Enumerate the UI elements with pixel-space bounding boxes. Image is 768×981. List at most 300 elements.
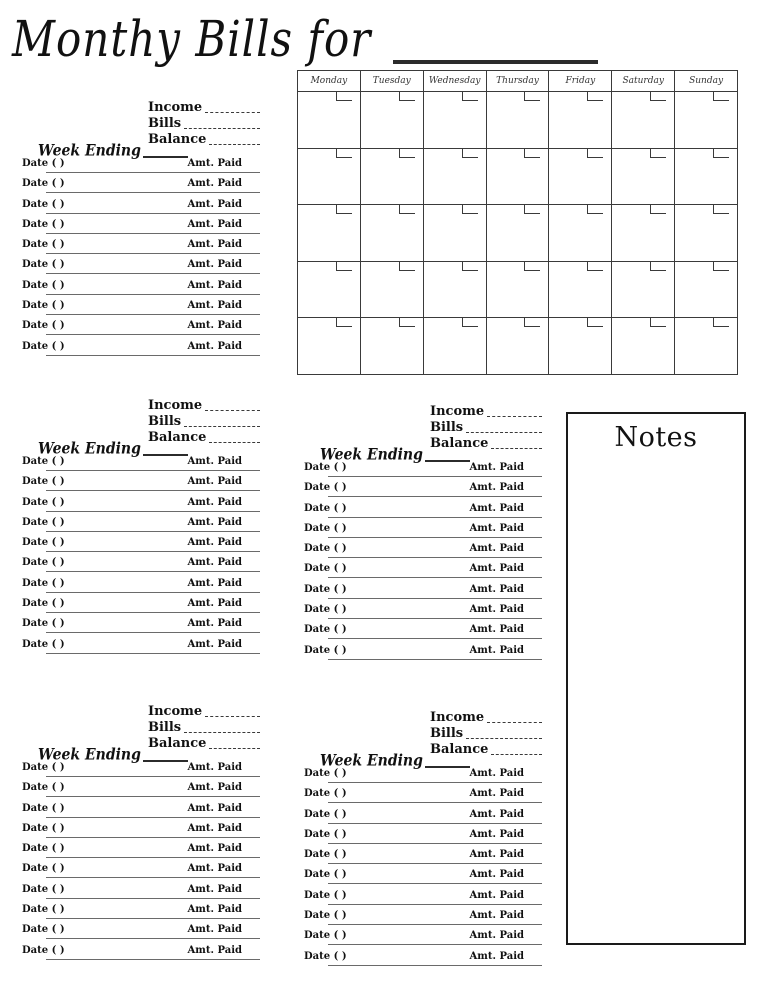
- bill-row[interactable]: [8, 239, 260, 259]
- calendar-date-number-box[interactable]: [336, 149, 352, 158]
- calendar-day-cell[interactable]: [675, 92, 737, 148]
- calendar-date-number-box[interactable]: [524, 92, 540, 101]
- calendar-day-cell[interactable]: [361, 205, 424, 261]
- bill-entry-write-line[interactable]: [328, 802, 542, 803]
- bill-entry-write-line[interactable]: [46, 898, 260, 899]
- bill-entry-write-line[interactable]: [46, 796, 260, 797]
- bill-entry-write-line[interactable]: [46, 470, 260, 471]
- bill-amount-paid-label: Amt. Paid: [187, 577, 242, 589]
- calendar-day-cell[interactable]: [675, 149, 737, 205]
- bill-row[interactable]: [8, 497, 260, 517]
- calendar-date-number-box[interactable]: [399, 92, 415, 101]
- summary-label-bills: Bills: [430, 726, 464, 741]
- bill-entry-write-line[interactable]: [46, 511, 260, 512]
- bill-entry-write-line[interactable]: [46, 172, 260, 173]
- bill-date-label: Date ( ): [22, 300, 65, 312]
- calendar-date-number-box[interactable]: [399, 149, 415, 158]
- bill-row[interactable]: [8, 259, 260, 279]
- calendar-date-number-box[interactable]: [336, 205, 352, 214]
- bill-entry-write-line[interactable]: [46, 612, 260, 613]
- bill-entry-write-line[interactable]: [328, 863, 542, 864]
- notes-panel[interactable]: [566, 412, 746, 945]
- bill-row[interactable]: [290, 584, 542, 604]
- calendar-day-header-monday: Monday: [298, 71, 361, 91]
- bill-row[interactable]: [290, 890, 542, 910]
- summary-blank-income[interactable]: [487, 416, 542, 417]
- bill-amount-paid-label: Amt. Paid: [469, 482, 524, 494]
- bill-row[interactable]: [290, 788, 542, 808]
- summary-blank-bills[interactable]: [184, 732, 260, 733]
- calendar-day-cell[interactable]: [298, 205, 361, 261]
- bill-date-label: Date ( ): [22, 259, 65, 271]
- bill-date-label: Date ( ): [304, 482, 347, 494]
- bill-row[interactable]: [290, 768, 542, 788]
- bill-date-label: Date ( ): [22, 944, 65, 956]
- bill-row[interactable]: [8, 803, 260, 823]
- bill-row[interactable]: [8, 320, 260, 340]
- summary-blank-income[interactable]: [205, 410, 260, 411]
- calendar-day-cell[interactable]: [675, 205, 737, 261]
- calendar-date-number-box[interactable]: [650, 262, 666, 271]
- calendar-day-cell[interactable]: [298, 262, 361, 318]
- summary-row-bills: [148, 116, 260, 132]
- bill-rows: [290, 768, 542, 971]
- bill-date-label: Date ( ): [304, 828, 347, 840]
- bill-entry-write-line[interactable]: [328, 843, 542, 844]
- calendar-day-cell[interactable]: [549, 149, 612, 205]
- calendar-date-number-box[interactable]: [587, 149, 603, 158]
- bill-rows: [8, 158, 260, 361]
- bill-date-label: Date ( ): [22, 496, 65, 508]
- calendar-date-number-box[interactable]: [399, 262, 415, 271]
- bill-row[interactable]: [290, 604, 542, 624]
- bill-entry-write-line[interactable]: [46, 776, 260, 777]
- bill-amount-paid-label: Amt. Paid: [469, 869, 524, 881]
- calendar-day-cell[interactable]: [549, 318, 612, 374]
- calendar-date-number-box[interactable]: [462, 205, 478, 214]
- bill-amount-paid-label: Amt. Paid: [187, 259, 242, 271]
- bill-entry-write-line[interactable]: [328, 883, 542, 884]
- month-name-blank-line[interactable]: [393, 60, 598, 64]
- bill-amount-paid-label: Amt. Paid: [469, 828, 524, 840]
- summary-row-bills: [148, 414, 260, 430]
- bill-date-label: Date ( ): [304, 604, 347, 616]
- bill-rows: [290, 462, 542, 665]
- calendar-date-number-box[interactable]: [399, 205, 415, 214]
- bill-date-label: Date ( ): [304, 910, 347, 922]
- bill-row[interactable]: [290, 869, 542, 889]
- bill-row[interactable]: [8, 823, 260, 843]
- calendar-day-cell[interactable]: [612, 262, 675, 318]
- bill-row[interactable]: [8, 924, 260, 944]
- calendar-week-row: [298, 262, 737, 319]
- calendar-date-number-box[interactable]: [524, 318, 540, 327]
- bill-date-label: Date ( ): [304, 950, 347, 962]
- week-ending-label: Week Ending: [38, 440, 141, 458]
- bill-amount-paid-label: Amt. Paid: [187, 279, 242, 291]
- calendar-day-cell[interactable]: [424, 262, 487, 318]
- calendar-day-cell[interactable]: [675, 318, 737, 374]
- bill-entry-write-line[interactable]: [46, 273, 260, 274]
- bill-date-label: Date ( ): [304, 563, 347, 575]
- bill-amount-paid-label: Amt. Paid: [187, 762, 242, 773]
- bill-amount-paid-label: Amt. Paid: [187, 843, 242, 855]
- bill-row[interactable]: [8, 863, 260, 883]
- bill-row[interactable]: [290, 910, 542, 930]
- bill-row[interactable]: [8, 341, 260, 361]
- calendar-day-cell[interactable]: [424, 149, 487, 205]
- bill-amount-paid-label: Amt. Paid: [469, 502, 524, 514]
- bill-row[interactable]: [8, 178, 260, 198]
- week-summary: [148, 398, 260, 446]
- calendar-date-number-box[interactable]: [650, 149, 666, 158]
- summary-label-balance: Balance: [148, 132, 207, 147]
- bill-entry-write-line[interactable]: [328, 904, 542, 905]
- calendar-date-number-box[interactable]: [587, 262, 603, 271]
- bill-entry-write-line[interactable]: [46, 314, 260, 315]
- summary-label-income: Income: [148, 704, 203, 719]
- bill-amount-paid-label: Amt. Paid: [469, 543, 524, 555]
- bill-entry-write-line[interactable]: [46, 918, 260, 919]
- bill-entry-write-line[interactable]: [328, 823, 542, 824]
- bill-row[interactable]: [8, 280, 260, 300]
- calendar-day-cell[interactable]: [424, 318, 487, 374]
- bill-entry-write-line[interactable]: [46, 253, 260, 254]
- summary-blank-income[interactable]: [205, 112, 260, 113]
- summary-label-bills: Bills: [148, 414, 182, 429]
- calendar-date-number-box[interactable]: [462, 318, 478, 327]
- summary-blank-balance[interactable]: [491, 754, 542, 755]
- bill-entry-write-line[interactable]: [46, 653, 260, 654]
- bill-row[interactable]: [8, 884, 260, 904]
- bill-entry-write-line[interactable]: [328, 659, 542, 660]
- calendar-date-number-box[interactable]: [587, 205, 603, 214]
- bill-amount-paid-label: Amt. Paid: [469, 889, 524, 901]
- bill-amount-paid-label: Amt. Paid: [469, 849, 524, 861]
- summary-row-income: [148, 704, 260, 720]
- bill-row[interactable]: [290, 543, 542, 563]
- bill-entry-write-line[interactable]: [328, 496, 542, 497]
- calendar-date-number-box[interactable]: [587, 318, 603, 327]
- calendar-week-row: [298, 205, 737, 262]
- bill-row[interactable]: [8, 598, 260, 618]
- bill-entry-write-line[interactable]: [328, 577, 542, 578]
- bill-amount-paid-label: Amt. Paid: [187, 924, 242, 936]
- calendar-date-number-box[interactable]: [462, 92, 478, 101]
- calendar-day-cell[interactable]: [424, 92, 487, 148]
- bill-row[interactable]: [290, 951, 542, 971]
- bill-date-label: Date ( ): [304, 849, 347, 861]
- calendar-date-number-box[interactable]: [587, 92, 603, 101]
- summary-blank-income[interactable]: [487, 722, 542, 723]
- bill-entry-write-line[interactable]: [46, 355, 260, 356]
- calendar-day-header-thursday: Thursday: [487, 71, 550, 91]
- calendar-date-number-box[interactable]: [650, 318, 666, 327]
- bill-entry-write-line[interactable]: [328, 557, 542, 558]
- bill-date-label: Date ( ): [304, 788, 347, 800]
- bill-entry-write-line[interactable]: [328, 517, 542, 518]
- bill-row[interactable]: [8, 557, 260, 577]
- calendar-day-cell[interactable]: [361, 92, 424, 148]
- calendar-day-cell[interactable]: [298, 92, 361, 148]
- bill-amount-paid-label: Amt. Paid: [469, 624, 524, 636]
- bill-entry-write-line[interactable]: [46, 213, 260, 214]
- summary-row-income: [148, 100, 260, 116]
- calendar-day-cell[interactable]: [549, 92, 612, 148]
- summary-row-bills: [430, 420, 542, 436]
- calendar-day-cell[interactable]: [487, 262, 550, 318]
- bill-date-label: Date ( ): [22, 198, 65, 210]
- summary-blank-bills[interactable]: [466, 432, 542, 433]
- bill-amount-paid-label: Amt. Paid: [469, 644, 524, 656]
- bill-entry-write-line[interactable]: [46, 877, 260, 878]
- bill-amount-paid-label: Amt. Paid: [187, 496, 242, 508]
- bill-date-label: Date ( ): [304, 930, 347, 942]
- summary-row-bills: [430, 726, 542, 742]
- bill-row[interactable]: [290, 563, 542, 583]
- calendar-date-number-box[interactable]: [524, 205, 540, 214]
- bill-entry-write-line[interactable]: [46, 334, 260, 335]
- bill-row[interactable]: [8, 578, 260, 598]
- bill-date-label: Date ( ): [304, 543, 347, 555]
- bill-amount-paid-label: Amt. Paid: [187, 300, 242, 312]
- bill-amount-paid-label: Amt. Paid: [187, 883, 242, 895]
- calendar-day-cell[interactable]: [612, 149, 675, 205]
- bill-entry-write-line[interactable]: [46, 632, 260, 633]
- bill-date-label: Date ( ): [22, 904, 65, 916]
- calendar-date-number-box[interactable]: [713, 318, 729, 327]
- bill-row[interactable]: [8, 762, 260, 782]
- summary-label-income: Income: [148, 398, 203, 413]
- calendar-date-number-box[interactable]: [713, 262, 729, 271]
- calendar-day-cell[interactable]: [675, 262, 737, 318]
- bill-date-label: Date ( ): [304, 869, 347, 881]
- bill-amount-paid-label: Amt. Paid: [469, 604, 524, 616]
- calendar-date-number-box[interactable]: [336, 318, 352, 327]
- summary-blank-balance[interactable]: [209, 442, 260, 443]
- bill-entry-write-line[interactable]: [46, 233, 260, 234]
- bill-date-label: Date ( ): [304, 583, 347, 595]
- calendar-day-cell[interactable]: [298, 149, 361, 205]
- bill-row[interactable]: [8, 199, 260, 219]
- bill-date-label: Date ( ): [22, 618, 65, 630]
- bill-entry-write-line[interactable]: [46, 531, 260, 532]
- bill-entry-write-line[interactable]: [46, 571, 260, 572]
- bill-row[interactable]: [8, 300, 260, 320]
- bill-entry-write-line[interactable]: [328, 537, 542, 538]
- bill-row[interactable]: [8, 618, 260, 638]
- bill-entry-write-line[interactable]: [46, 857, 260, 858]
- page-title: Monthy Bills for: [12, 10, 372, 68]
- week-summary: [148, 100, 260, 148]
- bill-amount-paid-label: Amt. Paid: [187, 516, 242, 528]
- summary-row-income: [430, 404, 542, 420]
- calendar-date-number-box[interactable]: [524, 149, 540, 158]
- bill-amount-paid-label: Amt. Paid: [187, 239, 242, 251]
- bill-date-label: Date ( ): [22, 883, 65, 895]
- bill-date-label: Date ( ): [304, 644, 347, 656]
- bill-row[interactable]: [290, 849, 542, 869]
- summary-blank-balance[interactable]: [209, 748, 260, 749]
- calendar-date-number-box[interactable]: [650, 92, 666, 101]
- calendar-day-cell[interactable]: [424, 205, 487, 261]
- bill-amount-paid-label: Amt. Paid: [187, 178, 242, 190]
- calendar-date-number-box[interactable]: [462, 149, 478, 158]
- bill-row[interactable]: [290, 523, 542, 543]
- calendar-day-cell[interactable]: [612, 205, 675, 261]
- bill-date-label: Date ( ): [22, 822, 65, 834]
- bill-date-label: Date ( ): [22, 638, 65, 650]
- summary-blank-balance[interactable]: [491, 448, 542, 449]
- bill-date-label: Date ( ): [22, 782, 65, 794]
- bill-date-label: Date ( ): [22, 218, 65, 230]
- bill-entry-write-line[interactable]: [46, 837, 260, 838]
- calendar-date-number-box[interactable]: [336, 92, 352, 101]
- summary-blank-income[interactable]: [205, 716, 260, 717]
- bill-entry-write-line[interactable]: [46, 938, 260, 939]
- calendar-date-number-box[interactable]: [650, 205, 666, 214]
- bill-entry-write-line[interactable]: [46, 490, 260, 491]
- bill-row[interactable]: [8, 537, 260, 557]
- bill-entry-write-line[interactable]: [328, 618, 542, 619]
- bill-entry-write-line[interactable]: [46, 817, 260, 818]
- bill-entry-write-line[interactable]: [46, 551, 260, 552]
- calendar-date-number-box[interactable]: [524, 262, 540, 271]
- summary-row-income: [148, 398, 260, 414]
- calendar-day-cell[interactable]: [298, 318, 361, 374]
- bill-amount-paid-label: Amt. Paid: [187, 340, 242, 352]
- calendar-day-cell[interactable]: [361, 318, 424, 374]
- calendar-week-row: [298, 92, 737, 149]
- bill-entry-write-line[interactable]: [46, 592, 260, 593]
- calendar-date-number-box[interactable]: [462, 262, 478, 271]
- calendar-date-number-box[interactable]: [713, 205, 729, 214]
- bill-entry-write-line[interactable]: [328, 965, 542, 966]
- bill-row[interactable]: [290, 624, 542, 644]
- bill-amount-paid-label: Amt. Paid: [187, 598, 242, 610]
- summary-label-bills: Bills: [148, 116, 182, 131]
- week-ending-label: Week Ending: [320, 752, 423, 770]
- bill-row[interactable]: [8, 476, 260, 496]
- bill-date-label: Date ( ): [22, 239, 65, 251]
- bill-date-label: Date ( ): [22, 557, 65, 569]
- bill-row[interactable]: [8, 456, 260, 476]
- bill-entry-write-line[interactable]: [328, 638, 542, 639]
- bill-amount-paid-label: Amt. Paid: [187, 802, 242, 814]
- bill-row[interactable]: [8, 782, 260, 802]
- bill-date-label: Date ( ): [22, 537, 65, 549]
- bill-entry-write-line[interactable]: [328, 924, 542, 925]
- bill-row[interactable]: [8, 158, 260, 178]
- calendar-date-number-box[interactable]: [336, 262, 352, 271]
- calendar-day-header-friday: Friday: [549, 71, 612, 91]
- bill-amount-paid-label: Amt. Paid: [187, 944, 242, 956]
- title-row: [8, 8, 608, 70]
- bill-amount-paid-label: Amt. Paid: [469, 950, 524, 962]
- calendar-day-cell[interactable]: [487, 149, 550, 205]
- bill-amount-paid-label: Amt. Paid: [469, 808, 524, 820]
- calendar-date-number-box[interactable]: [399, 318, 415, 327]
- calendar-date-number-box[interactable]: [713, 149, 729, 158]
- summary-blank-bills[interactable]: [184, 128, 260, 129]
- week-ending-label: Week Ending: [38, 142, 141, 160]
- bill-row[interactable]: [290, 482, 542, 502]
- bill-row[interactable]: [290, 829, 542, 849]
- bill-entry-write-line[interactable]: [328, 476, 542, 477]
- bill-date-label: Date ( ): [22, 279, 65, 291]
- bill-date-label: Date ( ): [304, 768, 347, 779]
- summary-blank-bills[interactable]: [184, 426, 260, 427]
- week-summary: [148, 704, 260, 752]
- calendar-day-cell[interactable]: [612, 318, 675, 374]
- calendar-day-cell[interactable]: [487, 318, 550, 374]
- calendar-day-cell[interactable]: [612, 92, 675, 148]
- summary-blank-balance[interactable]: [209, 144, 260, 145]
- bill-row[interactable]: [290, 930, 542, 950]
- bill-entry-write-line[interactable]: [46, 294, 260, 295]
- calendar-day-cell[interactable]: [549, 262, 612, 318]
- week-summary: [430, 710, 542, 758]
- bill-entry-write-line[interactable]: [46, 959, 260, 960]
- week-summary: [430, 404, 542, 452]
- bill-date-label: Date ( ): [22, 577, 65, 589]
- bill-row[interactable]: [8, 639, 260, 659]
- calendar-week-row: [298, 149, 737, 206]
- summary-blank-bills[interactable]: [466, 738, 542, 739]
- bill-amount-paid-label: Amt. Paid: [469, 930, 524, 942]
- summary-label-income: Income: [430, 710, 485, 725]
- bill-row[interactable]: [290, 503, 542, 523]
- bill-date-label: Date ( ): [22, 320, 65, 332]
- bill-amount-paid-label: Amt. Paid: [187, 782, 242, 794]
- calendar-day-cell[interactable]: [487, 92, 550, 148]
- bill-amount-paid-label: Amt. Paid: [187, 198, 242, 210]
- summary-row-income: [430, 710, 542, 726]
- bill-amount-paid-label: Amt. Paid: [187, 218, 242, 230]
- bill-row[interactable]: [290, 645, 542, 665]
- bill-row[interactable]: [8, 843, 260, 863]
- bill-entry-write-line[interactable]: [328, 782, 542, 783]
- bill-row[interactable]: [8, 517, 260, 537]
- summary-label-balance: Balance: [148, 430, 207, 445]
- bill-date-label: Date ( ): [304, 522, 347, 534]
- calendar-day-cell[interactable]: [361, 262, 424, 318]
- bill-row[interactable]: [290, 809, 542, 829]
- calendar-day-cell[interactable]: [549, 205, 612, 261]
- bill-amount-paid-label: Amt. Paid: [187, 456, 242, 467]
- bill-row[interactable]: [8, 904, 260, 924]
- calendar-day-cell[interactable]: [487, 205, 550, 261]
- bill-row[interactable]: [8, 219, 260, 239]
- calendar-day-header-tuesday: Tuesday: [361, 71, 424, 91]
- bill-amount-paid-label: Amt. Paid: [187, 638, 242, 650]
- bill-entry-write-line[interactable]: [328, 944, 542, 945]
- calendar-day-cell[interactable]: [361, 149, 424, 205]
- monthly-calendar-grid: [297, 70, 738, 375]
- bill-entry-write-line[interactable]: [46, 192, 260, 193]
- bill-row[interactable]: [290, 462, 542, 482]
- bill-date-label: Date ( ): [22, 762, 65, 773]
- bill-entry-write-line[interactable]: [328, 598, 542, 599]
- bill-amount-paid-label: Amt. Paid: [187, 537, 242, 549]
- bill-row[interactable]: [8, 945, 260, 965]
- notes-title: Notes: [614, 422, 698, 453]
- calendar-date-number-box[interactable]: [713, 92, 729, 101]
- bill-amount-paid-label: Amt. Paid: [187, 618, 242, 630]
- bill-amount-paid-label: Amt. Paid: [187, 863, 242, 875]
- bill-amount-paid-label: Amt. Paid: [469, 522, 524, 534]
- bill-date-label: Date ( ): [22, 340, 65, 352]
